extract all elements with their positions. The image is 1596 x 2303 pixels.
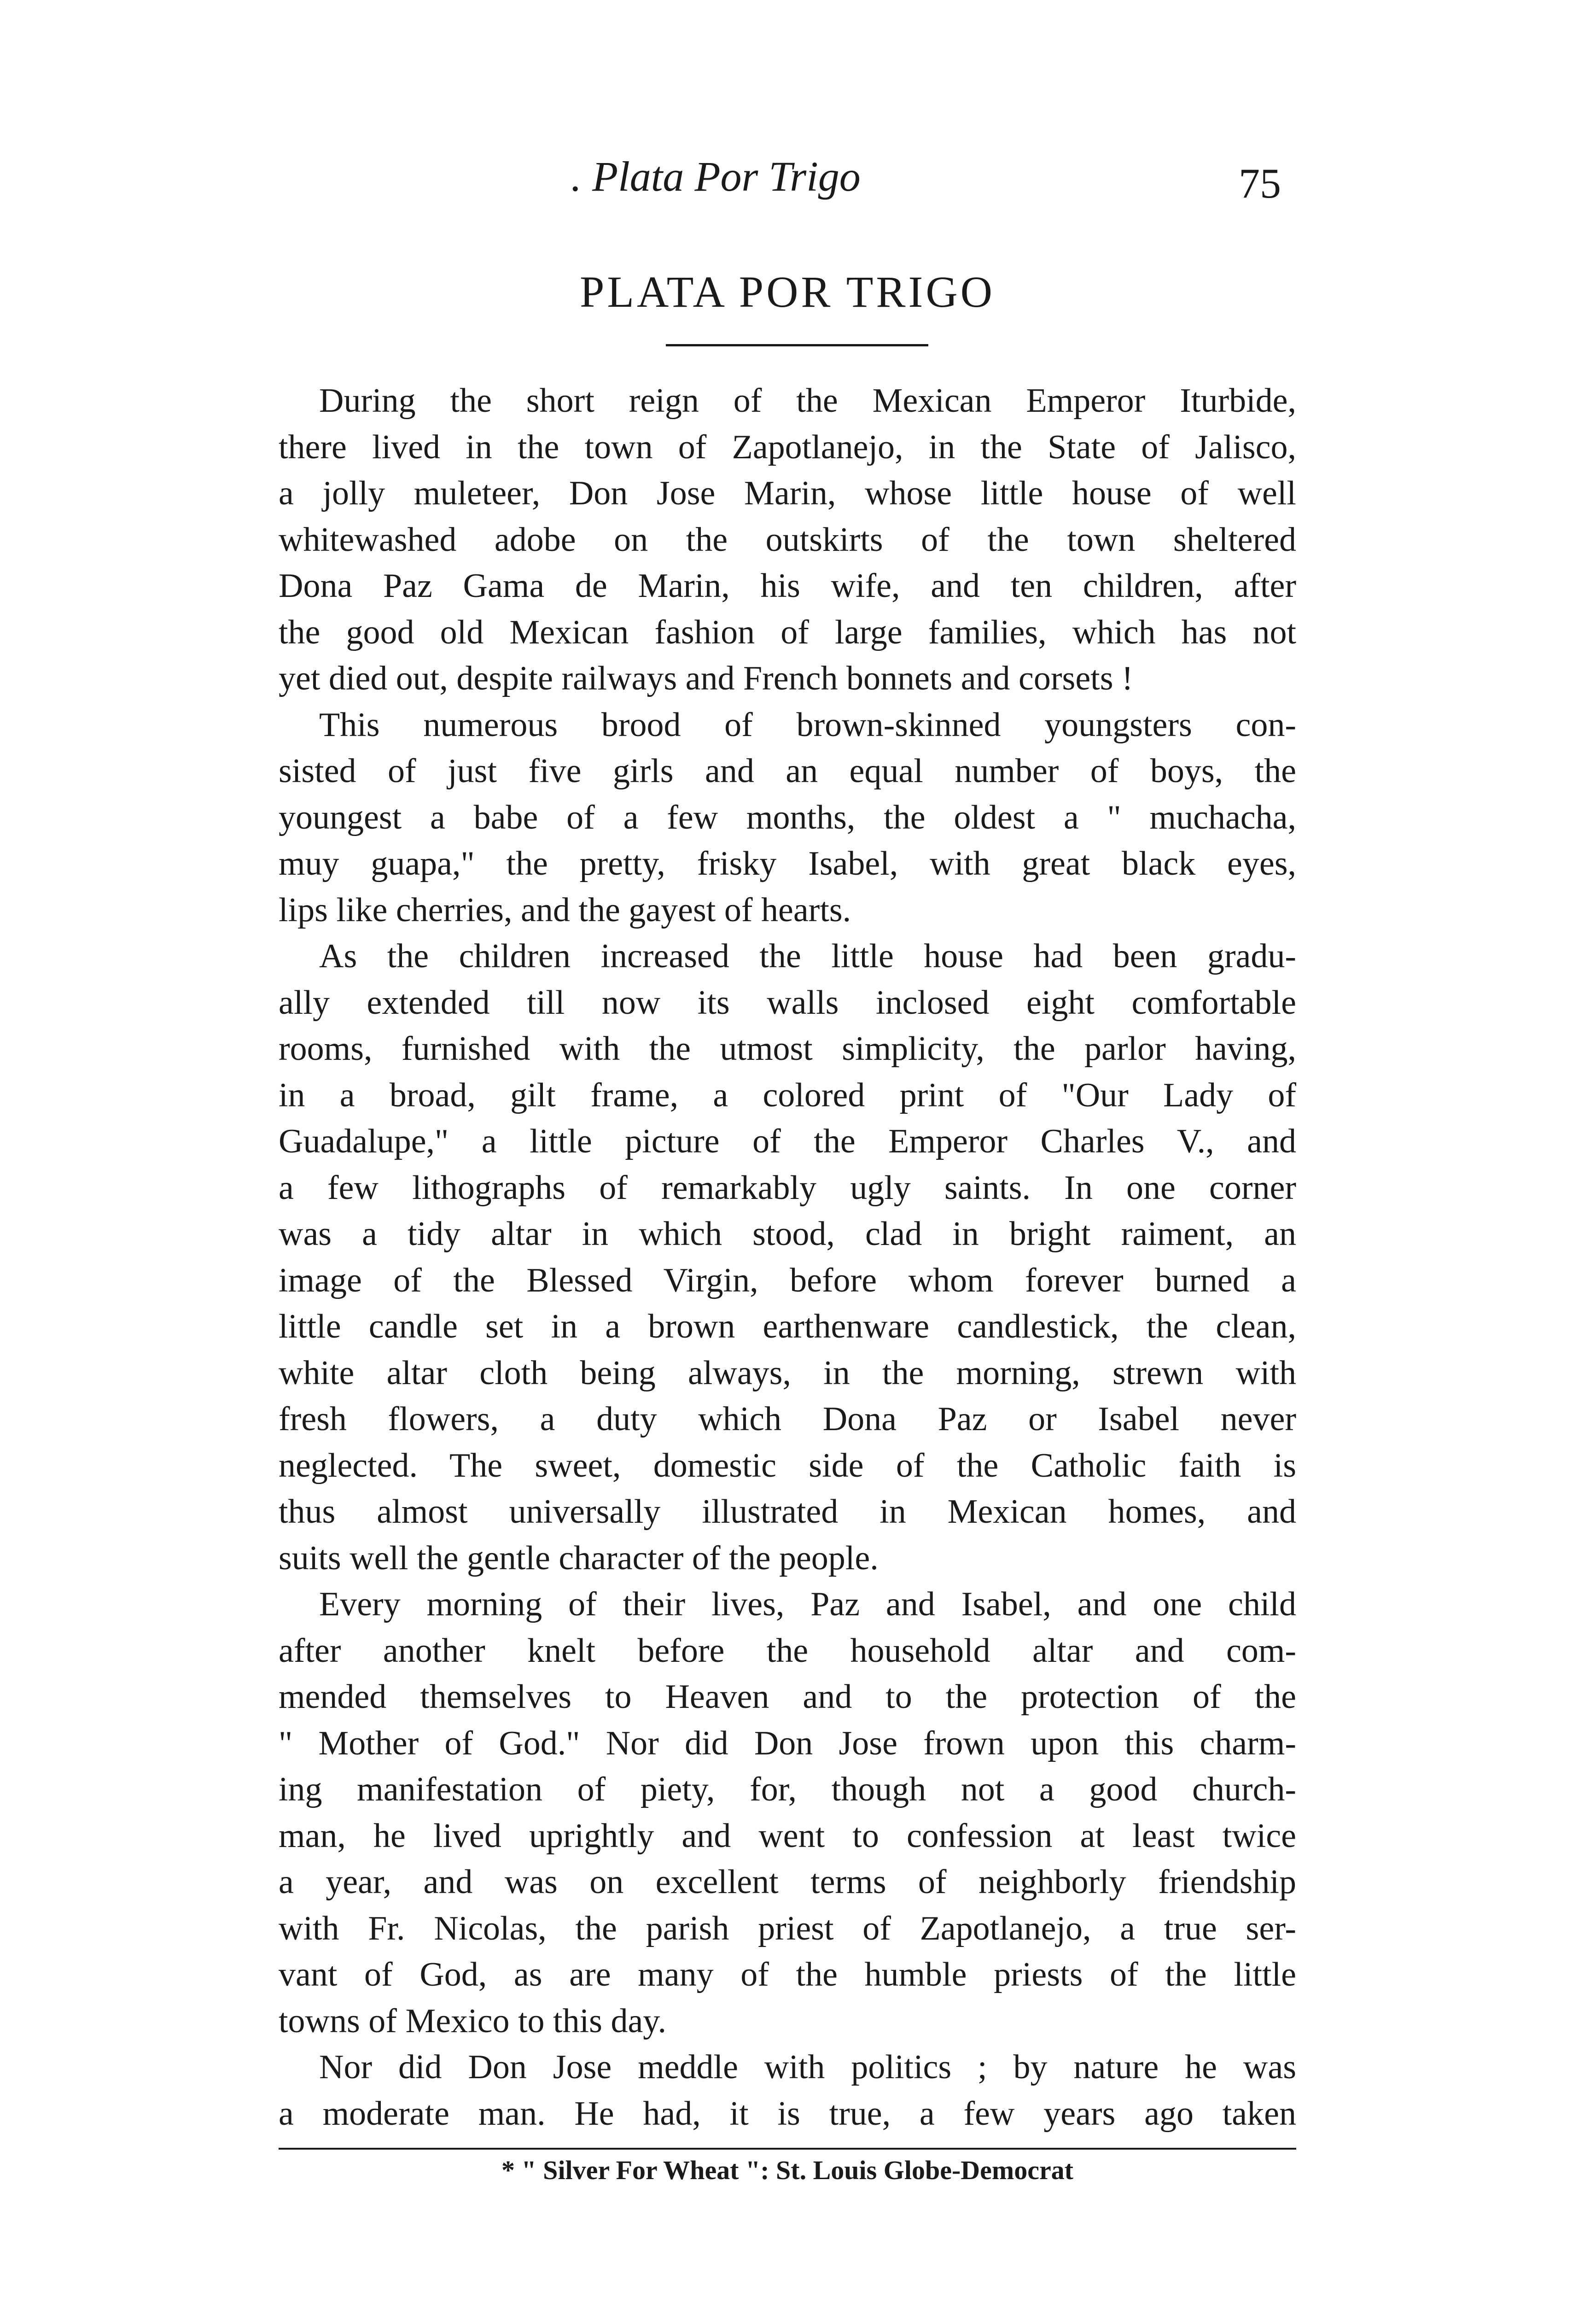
- text-line: This numerous brood of brown-skinned youngsters con-: [319, 706, 1296, 744]
- text-line: " Mother of God." Nor did Don Jose frown upon this charm-: [279, 1724, 1296, 1762]
- text-line: Dona Paz Gama de Marin, his wife, and ten children, after: [279, 567, 1296, 605]
- text-line: little candle set in a brown earthenware candlestick, the clean,: [279, 1308, 1296, 1345]
- text-line: with Fr. Nicolas, the parish priest of Zapotlanejo, a true ser-: [279, 1909, 1296, 1947]
- text-line: youngest a babe of a few months, the oldest a " muchacha,: [279, 798, 1296, 836]
- text-line: mended themselves to Heaven and to the protection of the: [279, 1678, 1296, 1716]
- text-line: white altar cloth being always, in the morning, strewn with: [279, 1354, 1296, 1392]
- text-line: fresh flowers, a duty which Dona Paz or Isabel never: [279, 1400, 1296, 1438]
- text-line: vant of God, as are many of the humble priests of the little: [279, 1956, 1296, 1993]
- text-line: neglected. The sweet, domestic side of the Catholic faith is: [279, 1446, 1296, 1485]
- footnote: * " Silver For Wheat ": St. Louis Globe-Democrat: [501, 2155, 1073, 2185]
- story-body: [279, 378, 1296, 2137]
- text-line: suits well the gentle character of the people.: [279, 1539, 879, 1577]
- text-line: a few lithographs of remarkably ugly saints. In one corner: [279, 1169, 1296, 1207]
- text-line: ing manifestation of piety, for, though not a good church-: [279, 1771, 1296, 1808]
- text-line: As the children increased the little house had been gradu-: [319, 937, 1296, 975]
- text-line: thus almost universally illustrated in Mexican homes, and: [279, 1493, 1296, 1531]
- footnote-rule: [279, 2148, 1296, 2150]
- running-title: . Plata Por Trigo: [571, 153, 861, 200]
- text-line: a moderate man. He had, it is true, a few years ago taken: [279, 2094, 1296, 2133]
- text-line: man, he lived uprightly and went to confession at least twice: [279, 1817, 1296, 1855]
- text-line: there lived in the town of Zapotlanejo, in the State of Jalisco,: [279, 428, 1296, 466]
- text-line: Guadalupe," a little picture of the Emperor Charles V., and: [279, 1122, 1296, 1160]
- title-rule: [666, 344, 928, 346]
- text-line: in a broad, gilt frame, a colored print of "Our Lady of: [279, 1076, 1296, 1114]
- text-line: rooms, furnished with the utmost simplicity, the parlor having,: [279, 1030, 1296, 1068]
- text-line: the good old Mexican fashion of large families, which has not: [279, 613, 1296, 651]
- text-line: whitewashed adobe on the outskirts of the town sheltered: [279, 520, 1296, 559]
- text-line: Nor did Don Jose meddle with politics ; by nature he was: [319, 2048, 1296, 2086]
- text-line: towns of Mexico to this day.: [279, 2002, 667, 2040]
- story-title: PLATA POR TRIGO: [579, 267, 995, 316]
- text-line: image of the Blessed Virgin, before whom forever burned a: [279, 1261, 1296, 1299]
- text-line: a jolly muleteer, Don Jose Marin, whose little house of well: [279, 474, 1296, 512]
- page-number: 75: [1239, 160, 1281, 207]
- text-line: muy guapa," the pretty, frisky Isabel, with great black eyes,: [279, 845, 1296, 883]
- text-line: ally extended till now its walls inclosed eight comfortable: [279, 983, 1296, 1022]
- text-line: after another knelt before the household altar and com-: [279, 1631, 1296, 1670]
- text-line: Every morning of their lives, Paz and Isabel, and one child: [319, 1585, 1296, 1623]
- text-line: lips like cherries, and the gayest of hearts.: [279, 891, 851, 929]
- text-line: sisted of just five girls and an equal number of boys, the: [279, 752, 1296, 790]
- text-line: During the short reign of the Mexican Emperor Iturbide,: [319, 382, 1296, 420]
- text-line: was a tidy altar in which stood, clad in bright raiment, an: [279, 1215, 1296, 1253]
- text-line: a year, and was on excellent terms of neighborly friendship: [279, 1863, 1296, 1901]
- text-line: yet died out, despite railways and French bonnets and corsets !: [279, 660, 1133, 697]
